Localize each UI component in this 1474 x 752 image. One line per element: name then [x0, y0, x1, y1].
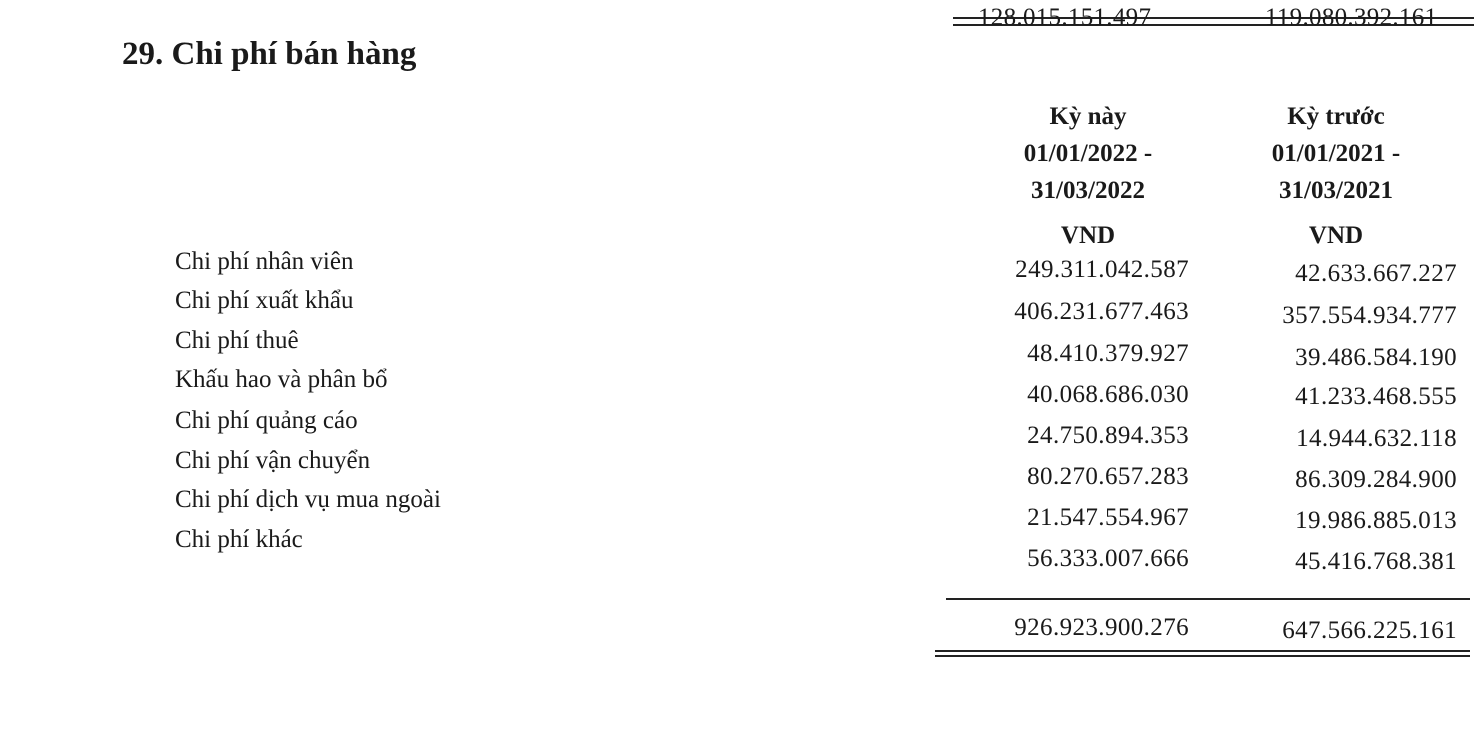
- row-label: Chi phí thuê: [175, 327, 299, 354]
- section-title: 29. Chi phí bán hàng: [122, 36, 417, 72]
- row-value-previous: 19.986.885.013: [1295, 507, 1457, 534]
- row-value-current: 24.750.894.353: [1027, 422, 1189, 449]
- row-value-previous: 14.944.632.118: [1296, 425, 1457, 452]
- row-label: Chi phí vận chuyển: [175, 447, 371, 474]
- column-period-label: Kỳ trước: [1287, 103, 1385, 130]
- total-double-rule: [935, 650, 1470, 657]
- column-header-previous: [1236, 98, 1436, 254]
- previous-note-total-previous: 119.080.392.161: [1265, 4, 1438, 31]
- row-label: Chi phí dịch vụ mua ngoài: [175, 486, 441, 513]
- column-range-end: 31/03/2022: [1031, 177, 1145, 204]
- row-value-previous: 357.554.934.777: [1282, 302, 1457, 329]
- column-range-start: 01/01/2022 -: [1023, 140, 1153, 167]
- column-period-label: Kỳ này: [1049, 103, 1127, 130]
- column-header-current: [988, 98, 1188, 254]
- column-range-end: 31/03/2021: [1279, 177, 1393, 204]
- subtotal-rule: [946, 598, 1470, 600]
- row-value-previous: 45.416.768.381: [1295, 548, 1457, 575]
- row-value-current: 80.270.657.283: [1027, 463, 1189, 490]
- row-value-current: 21.547.554.967: [1027, 504, 1189, 531]
- row-value-previous: 39.486.584.190: [1295, 344, 1457, 371]
- row-value-previous: 42.633.667.227: [1295, 260, 1457, 287]
- row-label: Chi phí khác: [175, 526, 303, 553]
- column-unit: VND: [1308, 222, 1364, 249]
- row-value-current: 249.311.042.587: [1015, 256, 1189, 283]
- row-label: Chi phí nhân viên: [175, 248, 354, 275]
- row-value-current: 40.068.686.030: [1027, 381, 1189, 408]
- total-value-previous: 647.566.225.161: [1282, 617, 1457, 644]
- row-label: Chi phí quảng cáo: [175, 407, 358, 434]
- column-unit: VND: [1060, 222, 1116, 249]
- row-value-current: 406.231.677.463: [1014, 298, 1189, 325]
- row-label: Chi phí xuất khẩu: [175, 287, 354, 314]
- row-value-previous: 86.309.284.900: [1295, 466, 1457, 493]
- row-label: Khấu hao và phân bổ: [175, 366, 388, 393]
- column-range-start: 01/01/2021 -: [1271, 140, 1401, 167]
- row-value-previous: 41.233.468.555: [1295, 383, 1457, 410]
- row-value-current: 48.410.379.927: [1027, 340, 1189, 367]
- total-value-current: 926.923.900.276: [1014, 614, 1189, 641]
- row-value-current: 56.333.007.666: [1027, 545, 1189, 572]
- previous-note-total-current: 128.015.151.497: [978, 4, 1152, 31]
- previous-note-total-rule: [953, 4, 1474, 31]
